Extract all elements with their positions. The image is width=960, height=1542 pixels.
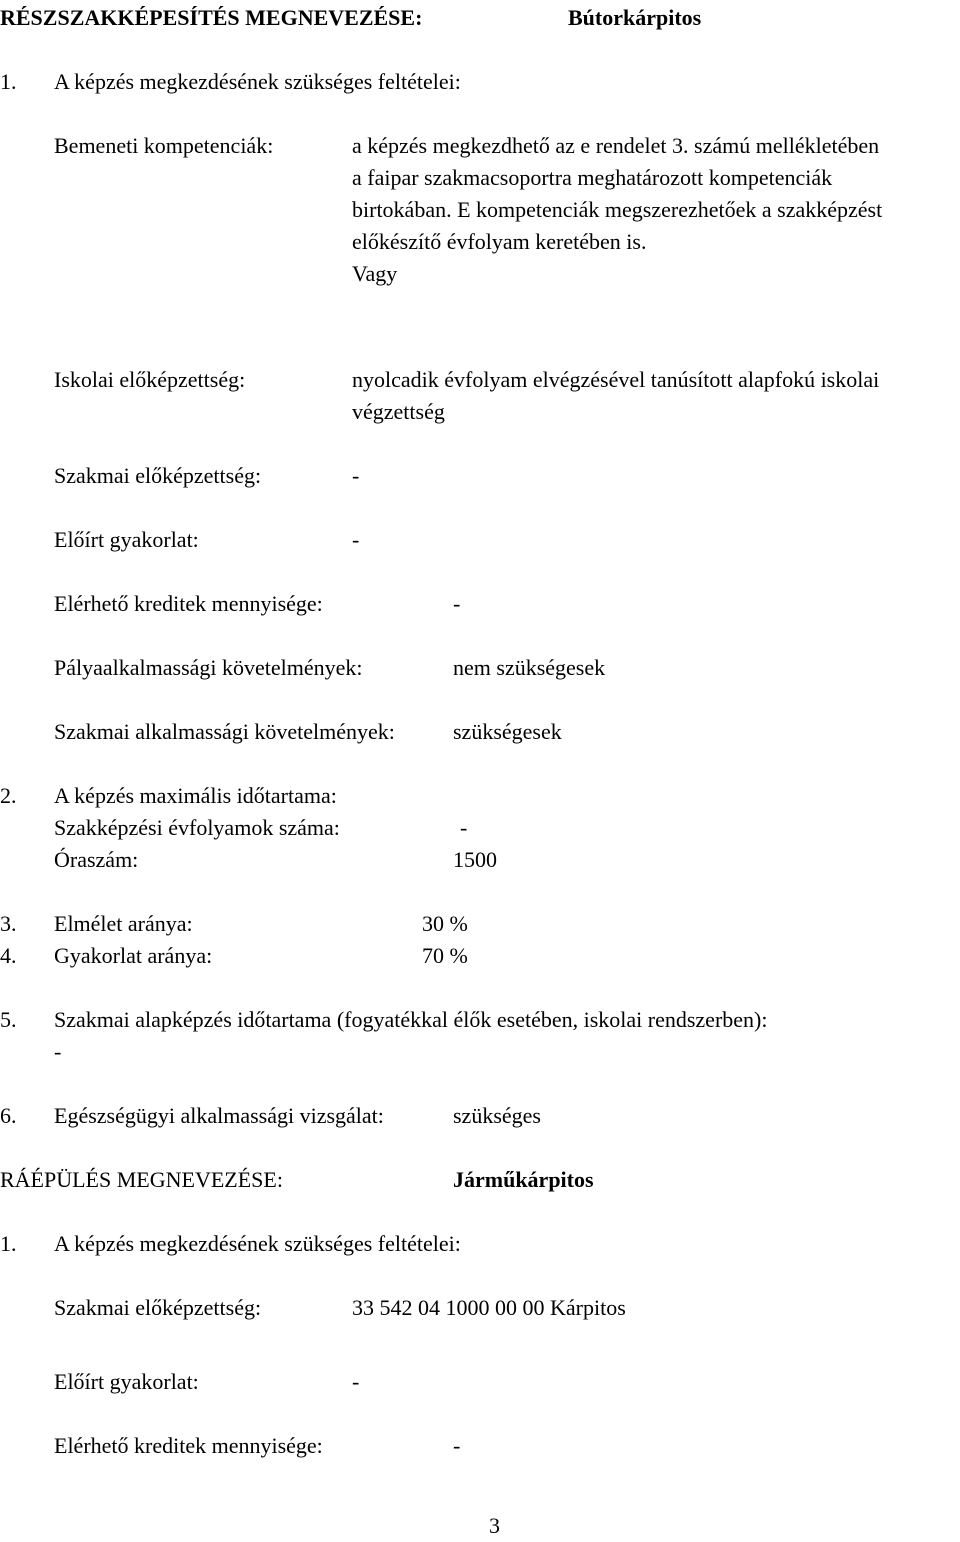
input-competence-line: a faipar szakmacsoportra meghatározott kompetenciák [352, 165, 833, 190]
career-fit-label: Pályaalkalmassági követelmények: [54, 655, 363, 680]
input-competence-line: előkészítő évfolyam keretében is. [352, 229, 647, 254]
item-heading: A képzés maximális időtartama: [54, 783, 337, 808]
item-number: 2. [0, 783, 17, 808]
item-number: 1. [0, 69, 17, 94]
item-heading: A képzés megkezdésének szükséges feltételei: [54, 1231, 461, 1256]
prof-fit-value: szükségesek [453, 719, 562, 744]
page-number: 3 [489, 1513, 500, 1538]
item5-value: - [54, 1039, 62, 1064]
school-prequal-line: végzettség [352, 399, 445, 424]
section-title-label: RÁÉPÜLÉS MEGNEVEZÉSE: [0, 1167, 283, 1192]
years-label: Szakképzési évfolyamok száma: [54, 815, 340, 840]
input-competence-line: a képzés megkezdhető az e rendelet 3. számú mellékletében [352, 133, 880, 158]
career-fit-value: nem szükségesek [453, 655, 606, 680]
practice-value: - [352, 527, 360, 552]
prof-prequal-label: Szakmai előképzettség: [54, 1295, 262, 1320]
prof-fit-label: Szakmai alkalmassági követelmények: [54, 719, 395, 744]
input-competence-line: birtokában. E kompetenciák megszerezhetőek a szakképzést [352, 197, 883, 222]
theory-ratio-label: Elmélet aránya: [54, 911, 193, 936]
credits-label: Elérhető kreditek mennyisége: [54, 591, 323, 616]
health-check-label: Egészségügyi alkalmassági vizsgálat: [54, 1103, 384, 1128]
item-number: 6. [0, 1103, 17, 1128]
input-competence-line: Vagy [352, 261, 398, 286]
hours-label: Óraszám: [54, 847, 139, 872]
credits-label: Elérhető kreditek mennyisége: [54, 1433, 323, 1458]
practice-label: Előírt gyakorlat: [54, 527, 199, 552]
credits-value: - [453, 591, 461, 616]
section-title-label: RÉSZSZAKKÉPESÍTÉS MEGNEVEZÉSE: [0, 5, 423, 30]
item-number: 5. [0, 1007, 17, 1032]
section-title-value: Bútorkárpitos [568, 5, 702, 30]
item-number: 1. [0, 1231, 17, 1256]
credits-value: - [453, 1433, 461, 1458]
years-value: - [460, 815, 468, 840]
practice-ratio-value: 70 % [422, 943, 468, 968]
practice-label: Előírt gyakorlat: [54, 1369, 199, 1394]
item-number: 3. [0, 911, 17, 936]
prof-prequal-value: - [352, 463, 360, 488]
prof-prequal-label: Szakmai előképzettség: [54, 463, 262, 488]
practice-ratio-label: Gyakorlat aránya: [54, 943, 213, 968]
practice-value: - [352, 1369, 360, 1394]
input-competence-label: Bemeneti kompetenciák: [54, 133, 274, 158]
school-prequal-label: Iskolai előképzettség: [54, 367, 246, 392]
item-number: 4. [0, 943, 17, 968]
item-heading: A képzés megkezdésének szükséges feltételei: [54, 69, 461, 94]
hours-value: 1500 [453, 847, 497, 872]
section-title-value: Járműkárpitos [453, 1167, 594, 1192]
health-check-value: szükséges [453, 1103, 541, 1128]
school-prequal-line: nyolcadik évfolyam elvégzésével tanúsított alapfokú iskolai [352, 367, 880, 392]
item-heading: Szakmai alapképzés időtartama (fogyatékkal élők esetében, iskolai rendszerben): [54, 1007, 768, 1032]
prof-prequal-value: 33 542 04 1000 00 00 Kárpitos [352, 1295, 626, 1320]
theory-ratio-value: 30 % [422, 911, 468, 936]
